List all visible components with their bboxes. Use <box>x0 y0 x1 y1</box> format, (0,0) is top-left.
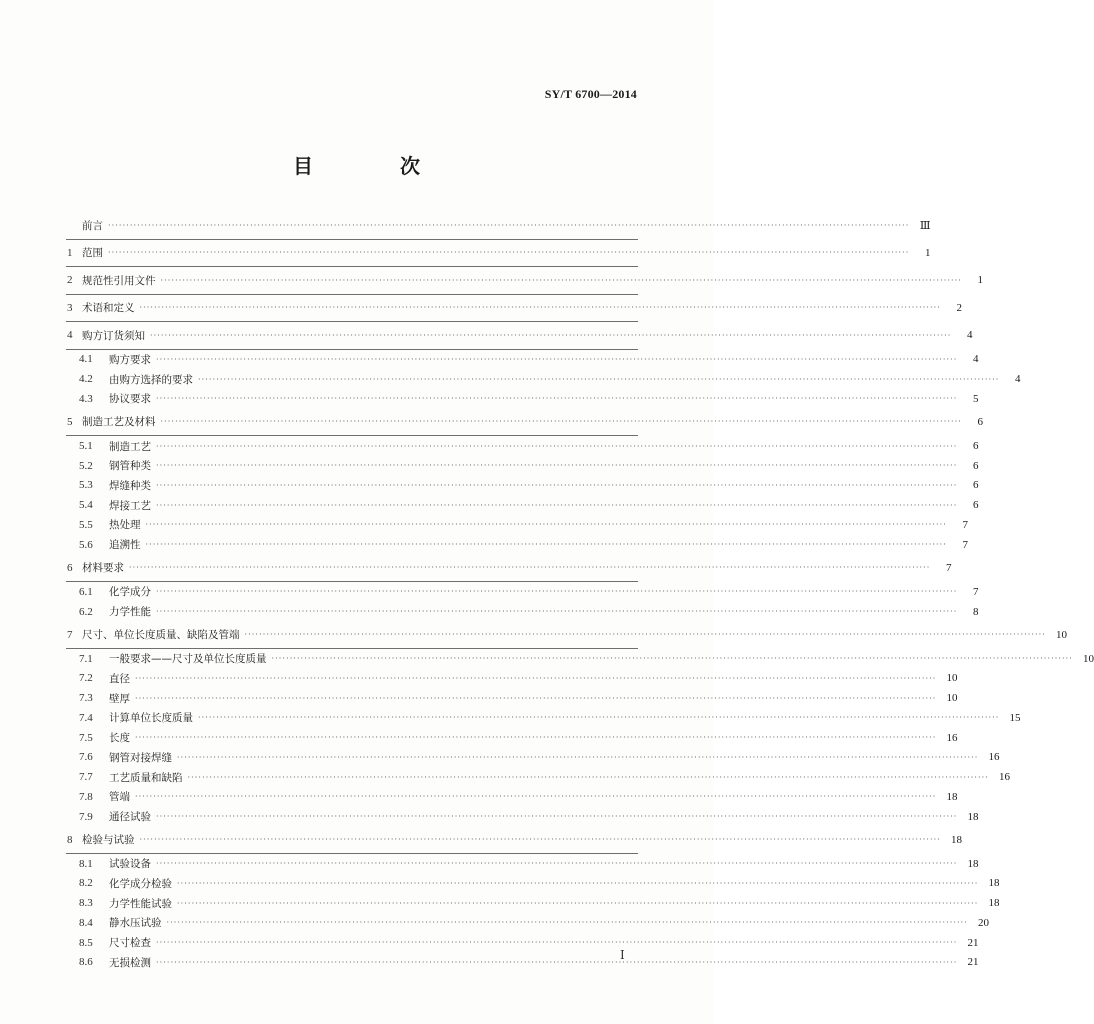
toc-entry-page: 18 <box>967 810 979 823</box>
toc-entry-page: 18 <box>988 877 1000 890</box>
toc-entry-label: 热处理 <box>109 519 141 532</box>
toc-leader-dots: ···························································································································································································································· <box>244 630 1046 640</box>
toc-entry-label: 材料要求 <box>82 562 124 575</box>
toc-entry[interactable] <box>66 267 983 295</box>
toc-leader-dots: ···························································································································································································································· <box>139 303 941 313</box>
toc-entry-page: 10 <box>946 672 958 685</box>
toc-entry-label: 追溯性 <box>109 539 141 552</box>
toc-entry-page: 7 <box>962 538 968 551</box>
toc-leader-dots: ···························································································································································································································· <box>156 441 958 451</box>
toc-leader-dots: ···························································································································································································································· <box>156 587 958 597</box>
toc-entry-page: Ⅲ <box>919 219 931 232</box>
toc-entry[interactable] <box>66 456 979 476</box>
toc-entry-label: 尺寸检查 <box>109 937 151 950</box>
page-folio: Ⅰ <box>620 948 625 962</box>
toc-entry-page: 7 <box>972 585 979 598</box>
toc-entry[interactable] <box>66 952 979 972</box>
toc-entry[interactable] <box>66 893 1000 913</box>
toc-entry-page: 18 <box>950 833 962 846</box>
toc-entry[interactable] <box>66 874 1000 894</box>
toc-leader-dots: ···························································································································································································································· <box>177 752 979 762</box>
toc-entry-label: 力学性能 <box>109 606 151 619</box>
toc-entry-number: 7.8 <box>79 790 93 803</box>
toc-entry-page: 1 <box>977 274 983 287</box>
toc-entry-number: 8.5 <box>79 936 93 949</box>
toc-entry-page: 7 <box>962 518 968 531</box>
toc-entry[interactable] <box>66 495 979 515</box>
toc-entry-label: 购方订货须知 <box>82 329 145 342</box>
toc-entry-label: 化学成分 <box>109 586 151 599</box>
toc-entry[interactable] <box>66 767 1010 787</box>
toc-entry[interactable] <box>66 621 1067 649</box>
toc-entry[interactable] <box>66 582 979 602</box>
toc-entry-number: 7.1 <box>79 652 93 665</box>
toc-leader-dots: ···························································································································································································································· <box>156 957 958 967</box>
toc-entry-number: 4 <box>67 329 73 342</box>
toc-entry-label: 钢管种类 <box>109 460 151 473</box>
toc-entry[interactable] <box>66 748 1000 768</box>
toc-entry-number: 1 <box>67 246 73 259</box>
table-of-contents <box>66 212 1094 972</box>
toc-leader-dots: ···························································································································································································································· <box>135 792 937 802</box>
toc-entry-number: 5 <box>67 415 73 428</box>
toc-entry-number: 8 <box>67 833 73 846</box>
toc-entry-page: 7 <box>945 561 952 574</box>
toc-entry-label: 钢管对接焊缝 <box>109 751 172 764</box>
toc-entry-label: 直径 <box>109 672 130 685</box>
toc-entry-page: 16 <box>988 751 1000 764</box>
toc-entry-page: 4 <box>966 329 973 342</box>
toc-entry[interactable] <box>66 787 958 807</box>
toc-leader-dots: ···························································································································································································································· <box>160 417 962 427</box>
toc-entry-label: 协议要求 <box>109 393 151 406</box>
toc-entry[interactable] <box>66 240 931 268</box>
toc-entry[interactable] <box>66 854 979 874</box>
toc-entry[interactable] <box>66 933 979 953</box>
toc-entry-label: 购方要求 <box>109 353 151 366</box>
toc-entry-page: 18 <box>967 857 979 870</box>
toc-entry[interactable] <box>66 649 1094 669</box>
toc-leader-dots: ···························································································································································································································· <box>166 918 968 928</box>
toc-entry-number: 5.2 <box>79 459 93 472</box>
standard-code: SY/T 6700—2014 <box>544 87 637 101</box>
toc-entry-page: 18 <box>946 790 958 803</box>
toc-leader-dots: ···························································································································································································································· <box>156 394 958 404</box>
toc-entry[interactable] <box>66 322 973 350</box>
toc-leader-dots: ···························································································································································································································· <box>108 220 910 230</box>
toc-entry-number: 7 <box>67 628 73 641</box>
toc-entry-page: 21 <box>967 936 979 949</box>
toc-leader-dots: ···························································································································································································································· <box>135 693 937 703</box>
toc-entry-page: 10 <box>1055 628 1067 641</box>
toc-entry-label: 尺寸、单位长度质量、缺陷及管端 <box>82 629 240 642</box>
toc-leader-dots: ···························································································································································································································· <box>108 248 910 258</box>
toc-leader-dots: ···························································································································································································································· <box>177 898 979 908</box>
toc-entry-number: 4.3 <box>79 392 93 405</box>
toc-entry-number: 6.1 <box>79 585 93 598</box>
toc-entry-number: 5.3 <box>79 479 93 492</box>
toc-entry-label: 制造工艺 <box>109 440 151 453</box>
toc-entry[interactable] <box>66 602 979 622</box>
toc-entry-number: 7.4 <box>79 711 93 724</box>
toc-entry-page: 6 <box>972 499 979 512</box>
toc-entry-label: 力学性能试验 <box>109 897 172 910</box>
toc-entry[interactable] <box>66 476 979 496</box>
toc-leader-dots: ···························································································································································································································· <box>198 713 1000 723</box>
toc-entry-page: 8 <box>972 605 979 618</box>
toc-entry-label: 静水压试验 <box>109 917 162 930</box>
toc-leader-dots: ···························································································································································································································· <box>150 330 952 340</box>
toc-leader-dots: ···························································································································································································································· <box>135 733 937 743</box>
toc-entry-number: 4.2 <box>79 373 93 386</box>
toc-leader-dots: ···························································································································································································································· <box>156 500 958 510</box>
toc-entry-number: 2 <box>67 274 73 287</box>
toc-entry[interactable] <box>66 728 958 748</box>
toc-entry-page: 2 <box>956 301 962 314</box>
toc-entry-page: 4 <box>1014 373 1021 386</box>
toc-entry-page: 10 <box>946 692 958 705</box>
toc-entry-label: 由购方选择的要求 <box>109 373 193 386</box>
toc-entry-label: 试验设备 <box>109 858 151 871</box>
toc-entry-number: 5.1 <box>79 440 93 453</box>
toc-entry-number: 8.2 <box>79 877 93 890</box>
toc-leader-dots: ···························································································································································································································· <box>160 275 962 285</box>
toc-leader-dots: ···························································································································································································································· <box>198 374 1000 384</box>
toc-leader-dots: ···························································································································································································································· <box>156 938 958 948</box>
toc-entry-number: 8.3 <box>79 897 93 910</box>
toc-entry[interactable] <box>66 295 962 323</box>
toc-leader-dots: ···························································································································································································································· <box>156 461 958 471</box>
toc-entry[interactable] <box>66 554 952 582</box>
toc-entry-number: 8.4 <box>79 916 93 929</box>
toc-entry-label: 工艺质量和缺陷 <box>109 771 183 784</box>
toc-entry-number: 5.5 <box>79 518 93 531</box>
toc-leader-dots: ···························································································································································································································· <box>177 878 979 888</box>
toc-entry-number: 7.9 <box>79 810 93 823</box>
toc-entry-page: 6 <box>972 440 979 453</box>
toc-entry-label: 计算单位长度质量 <box>109 712 193 725</box>
toc-entry-label: 范围 <box>82 247 103 260</box>
toc-entry-page: 6 <box>972 459 979 472</box>
toc-entry-label: 一般要求——尺寸及单位长度质量 <box>109 653 267 666</box>
toc-entry-number: 8.6 <box>79 956 93 969</box>
toc-entry-number: 7.5 <box>79 731 93 744</box>
toc-leader-dots: ···························································································································································································································· <box>145 540 947 550</box>
toc-entry[interactable] <box>66 826 962 854</box>
toc-entry-label: 规范性引用文件 <box>82 274 156 287</box>
toc-entry-page: 10 <box>1082 652 1094 665</box>
toc-leader-dots: ···························································································································································································································· <box>135 673 937 683</box>
toc-leader-dots: ···························································································································································································································· <box>156 607 958 617</box>
toc-entry-number: 7.2 <box>79 672 93 685</box>
toc-leader-dots: ···························································································································································································································· <box>156 354 958 364</box>
toc-entry-number: 7.3 <box>79 692 93 705</box>
toc-entry[interactable] <box>66 369 1021 389</box>
toc-entry-number: 8.1 <box>79 857 93 870</box>
toc-entry-label: 制造工艺及材料 <box>82 416 156 429</box>
toc-entry-label: 壁厚 <box>109 692 130 705</box>
toc-leader-dots: ···························································································································································································································· <box>156 812 958 822</box>
toc-entry-page: 16 <box>946 731 958 744</box>
toc-entry[interactable] <box>66 535 968 555</box>
toc-entry[interactable] <box>66 515 968 535</box>
toc-entry-label: 长度 <box>109 732 130 745</box>
toc-entry[interactable] <box>66 436 979 456</box>
toc-entry-page: 21 <box>967 956 979 969</box>
toc-entry[interactable] <box>66 807 979 827</box>
toc-entry-page: 18 <box>988 897 1000 910</box>
toc-leader-dots: ···························································································································································································································· <box>145 520 947 530</box>
toc-entry-page: 1 <box>924 246 931 259</box>
toc-entry-page: 5 <box>972 392 979 405</box>
toc-entry-number: 3 <box>67 301 73 314</box>
toc-entry-number: 7.7 <box>79 771 93 784</box>
toc-entry-number: 6 <box>67 561 73 574</box>
toc-entry[interactable] <box>66 688 958 708</box>
toc-entry[interactable] <box>66 913 989 933</box>
toc-entry-number: 6.2 <box>79 605 93 618</box>
toc-leader-dots: ···························································································································································································································· <box>156 480 958 490</box>
toc-leader-dots: ···························································································································································································································· <box>156 859 958 869</box>
toc-entry-label: 化学成分检验 <box>109 877 172 890</box>
toc-leader-dots: ···························································································································································································································· <box>271 654 1073 664</box>
toc-leader-dots: ···························································································································································································································· <box>139 835 941 845</box>
toc-entry-page: 15 <box>1009 711 1021 724</box>
toc-entry-number: 7.6 <box>79 751 93 764</box>
toc-entry-label: 检验与试验 <box>82 834 135 847</box>
toc-entry-page: 20 <box>977 916 989 929</box>
toc-entry-label: 通径试验 <box>109 811 151 824</box>
toc-leader-dots: ···························································································································································································································· <box>129 563 931 573</box>
toc-entry[interactable] <box>66 350 979 370</box>
toc-entry[interactable] <box>66 212 931 240</box>
toc-entry-page: 6 <box>977 415 983 428</box>
toc-entry-label: 焊接工艺 <box>109 499 151 512</box>
toc-entry[interactable] <box>66 708 1021 728</box>
toc-entry-label: 无损检测 <box>109 956 151 969</box>
toc-leader-dots: ···························································································································································································································· <box>187 772 989 782</box>
toc-title: 目 次 <box>293 154 460 178</box>
toc-entry-page: 16 <box>998 771 1010 784</box>
toc-entry[interactable] <box>66 389 979 409</box>
toc-entry-page: 6 <box>972 479 979 492</box>
toc-entry-number: 5.4 <box>79 499 93 512</box>
toc-entry-label: 焊缝种类 <box>109 479 151 492</box>
toc-entry-label: 术语和定义 <box>82 302 135 315</box>
toc-entry-page: 4 <box>972 353 979 366</box>
toc-entry-number: 5.6 <box>79 538 93 551</box>
toc-entry-number: 4.1 <box>79 353 93 366</box>
toc-entry[interactable] <box>66 669 958 689</box>
toc-entry-label: 前言 <box>82 219 103 232</box>
toc-entry-label: 管端 <box>109 791 130 804</box>
toc-entry[interactable] <box>66 409 983 437</box>
